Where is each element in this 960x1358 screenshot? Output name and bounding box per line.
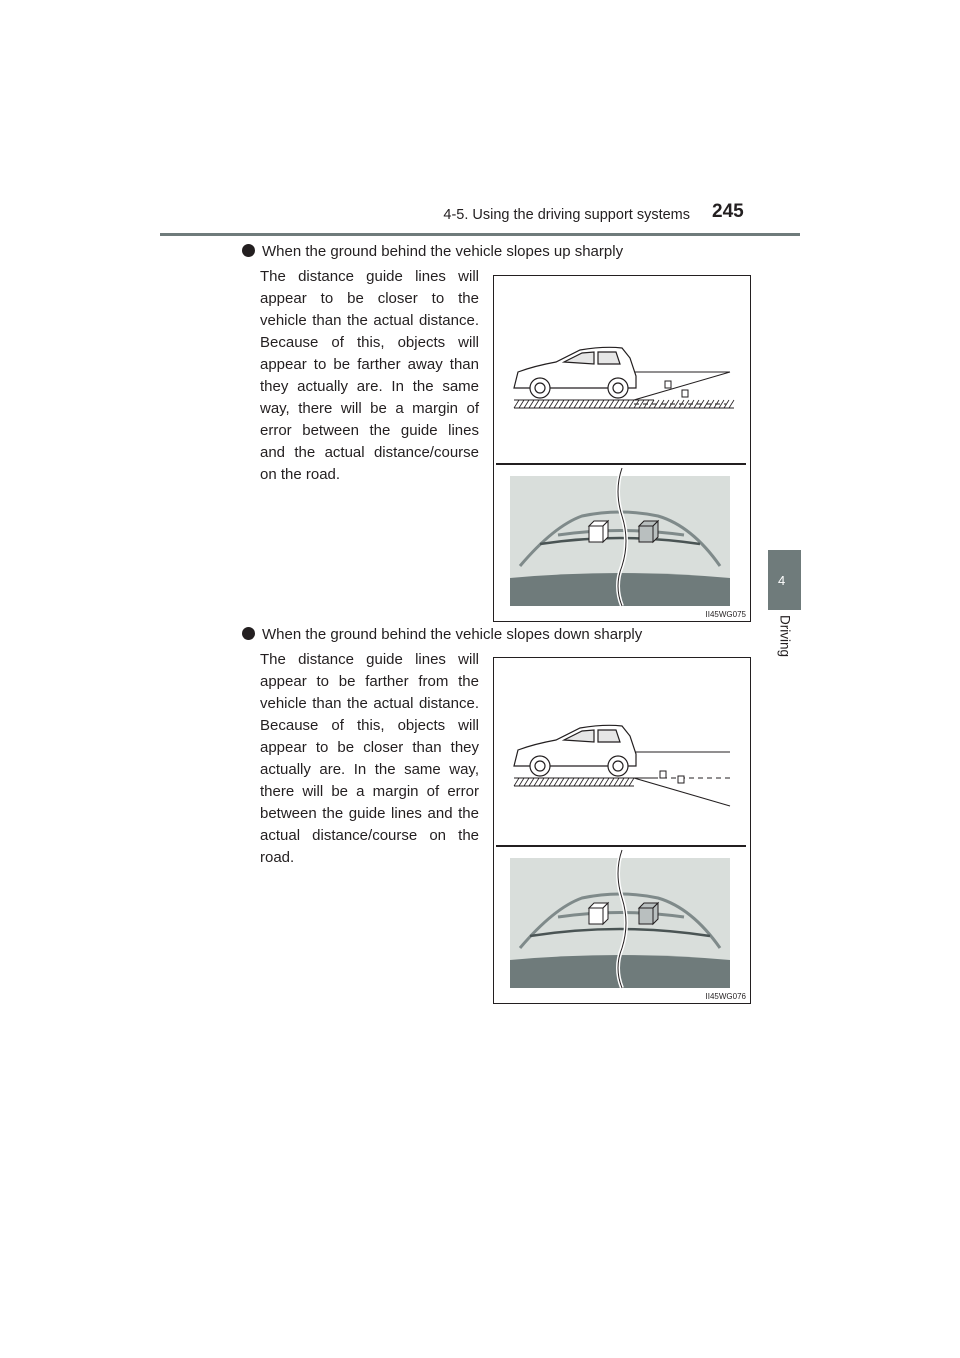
header-section-title: 4-5. Using the driving support systems — [443, 207, 690, 223]
body-text-slope-up: The distance guide lines will appear to be closer to the vehicle than the actual distance. Because of this, objects will appear to be farther away than they actually are. In the same way, there will be a margin of error between the guide lines and the actual distance/course on the road. — [260, 268, 479, 483]
bullet-icon — [242, 244, 255, 257]
figure-slope-down — [493, 657, 751, 1004]
heading-text: When the ground behind the vehicle slopes down sharply — [262, 626, 643, 643]
chapter-number: 4 — [778, 573, 786, 588]
body-text-slope-down: The distance guide lines will appear to be farther from the vehicle than the actual distance. Because of this, objects will appear to be closer than they actually are. In the same way, there will be a margin of error between the guide lines and the actual distance/course on the road. — [260, 651, 479, 866]
object-marker — [660, 771, 666, 778]
slope-down-illustration — [494, 658, 750, 1003]
hatch-marks — [514, 778, 634, 786]
chapter-label: Driving — [777, 614, 793, 658]
header-rule — [160, 233, 800, 236]
figure-code: II45WG076 — [705, 992, 746, 1001]
figure-code: II45WG075 — [705, 610, 746, 619]
heading-text: When the ground behind the vehicle slopes up sharply — [262, 243, 624, 260]
object-marker — [678, 776, 684, 783]
object-marker — [665, 381, 671, 388]
figure-slope-up — [493, 275, 751, 622]
car-icon — [514, 725, 636, 776]
object-box — [589, 903, 608, 924]
slope-up-illustration — [494, 276, 750, 621]
bullet-icon — [242, 627, 255, 640]
object-box-hatched — [639, 903, 658, 924]
bullet-heading-slope-down — [242, 626, 642, 643]
bullet-heading-slope-up — [242, 243, 623, 260]
object-box — [589, 521, 608, 542]
page-number: 245 — [712, 201, 744, 222]
car-icon — [514, 347, 636, 398]
object-marker — [682, 390, 688, 397]
object-box-hatched — [639, 521, 658, 542]
